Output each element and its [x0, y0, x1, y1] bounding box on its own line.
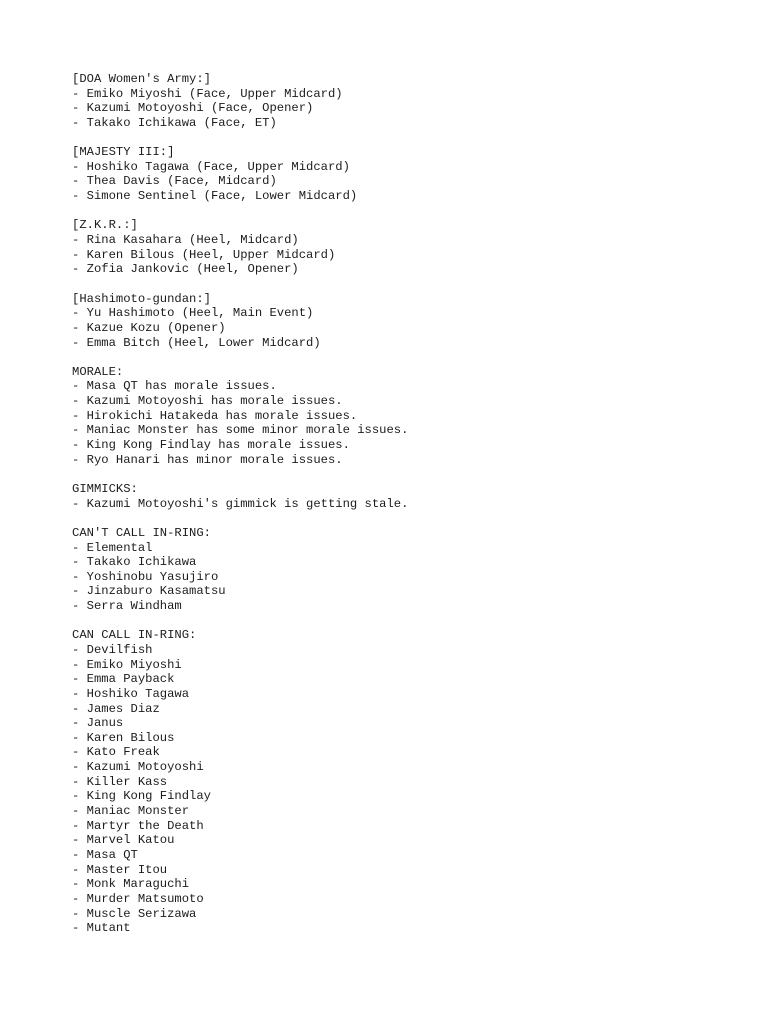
list-item: - Rina Kasahara (Heel, Midcard) [72, 233, 299, 248]
list-item: - King Kong Findlay has morale issues. [72, 438, 350, 453]
document-section [72, 292, 752, 351]
section-heading: CAN'T CALL IN-RING: [72, 525, 211, 540]
list-item: - Hirokichi Hatakeda has morale issues. [72, 408, 358, 423]
list-item: - Emiko Miyoshi (Face, Upper Midcard) [72, 86, 343, 101]
document-section [72, 218, 752, 277]
list-item: - Yoshinobu Yasujiro [72, 569, 219, 584]
list-item: - Jinzaburo Kasamatsu [72, 584, 226, 599]
section-heading: [DOA Women's Army:] [72, 72, 211, 86]
list-item: - Emma Payback [72, 672, 175, 687]
document-page [72, 72, 752, 950]
list-item: - Masa QT [72, 847, 138, 862]
list-item: - Muscle Serizawa [72, 906, 197, 921]
list-item: - Maniac Monster [72, 804, 190, 819]
list-item: - Emiko Miyoshi [72, 657, 182, 672]
list-item: - Mutant [72, 921, 131, 936]
list-item: - Masa QT has morale issues. [72, 379, 277, 394]
document-section [72, 72, 752, 131]
list-item: - Hoshiko Tagawa (Face, Upper Midcard) [72, 159, 350, 174]
list-item: - Kazue Kozu (Opener) [72, 320, 226, 335]
list-item: - Ryo Hanari has minor morale issues. [72, 452, 343, 467]
list-item: - Thea Davis (Face, Midcard) [72, 174, 277, 189]
list-item: - Janus [72, 716, 124, 731]
section-heading: [Hashimoto-gundan:] [72, 291, 211, 306]
list-item: - Simone Sentinel (Face, Lower Midcard) [72, 189, 358, 204]
list-item: - Emma Bitch (Heel, Lower Midcard) [72, 335, 321, 350]
section-heading: [Z.K.R.:] [72, 218, 138, 233]
list-item: - Maniac Monster has some minor morale issues. [72, 423, 409, 438]
document-section [72, 482, 752, 511]
list-item: - Kazumi Motoyoshi (Face, Opener) [72, 101, 314, 116]
document-section [72, 145, 752, 204]
list-item: - Kazumi Motoyoshi's gimmick is getting stale. [72, 496, 409, 511]
section-heading: [MAJESTY III:] [72, 145, 175, 160]
list-item: - Kazumi Motoyoshi [72, 760, 204, 775]
list-item: - Kato Freak [72, 745, 160, 760]
list-item: - Martyr the Death [72, 818, 204, 833]
list-item: - Killer Kass [72, 774, 168, 789]
document-section [72, 628, 752, 935]
list-item: - Hoshiko Tagawa [72, 686, 190, 701]
list-item: - Kazumi Motoyoshi has morale issues. [72, 394, 343, 409]
list-item: - Devilfish [72, 642, 153, 657]
list-item: - Karen Bilous [72, 730, 175, 745]
list-item: - Murder Matsumoto [72, 891, 204, 906]
list-item: - Takako Ichikawa [72, 555, 197, 570]
section-heading: CAN CALL IN-RING: [72, 628, 197, 643]
list-item: - Master Itou [72, 862, 168, 877]
list-item: - James Diaz [72, 701, 160, 716]
document-section [72, 365, 752, 467]
list-item: - Takako Ichikawa (Face, ET) [72, 115, 277, 130]
list-item: - Marvel Katou [72, 833, 175, 848]
section-heading: MORALE: [72, 364, 124, 379]
document-section [72, 526, 752, 614]
section-heading: GIMMICKS: [72, 481, 138, 496]
list-item: - Zofia Jankovic (Heel, Opener) [72, 262, 299, 277]
list-item: - Elemental [72, 540, 153, 555]
list-item: - Yu Hashimoto (Heel, Main Event) [72, 306, 314, 321]
list-item: - Karen Bilous (Heel, Upper Midcard) [72, 247, 336, 262]
list-item: - Serra Windham [72, 599, 182, 614]
list-item: - King Kong Findlay [72, 789, 211, 804]
list-item: - Monk Maraguchi [72, 877, 190, 892]
